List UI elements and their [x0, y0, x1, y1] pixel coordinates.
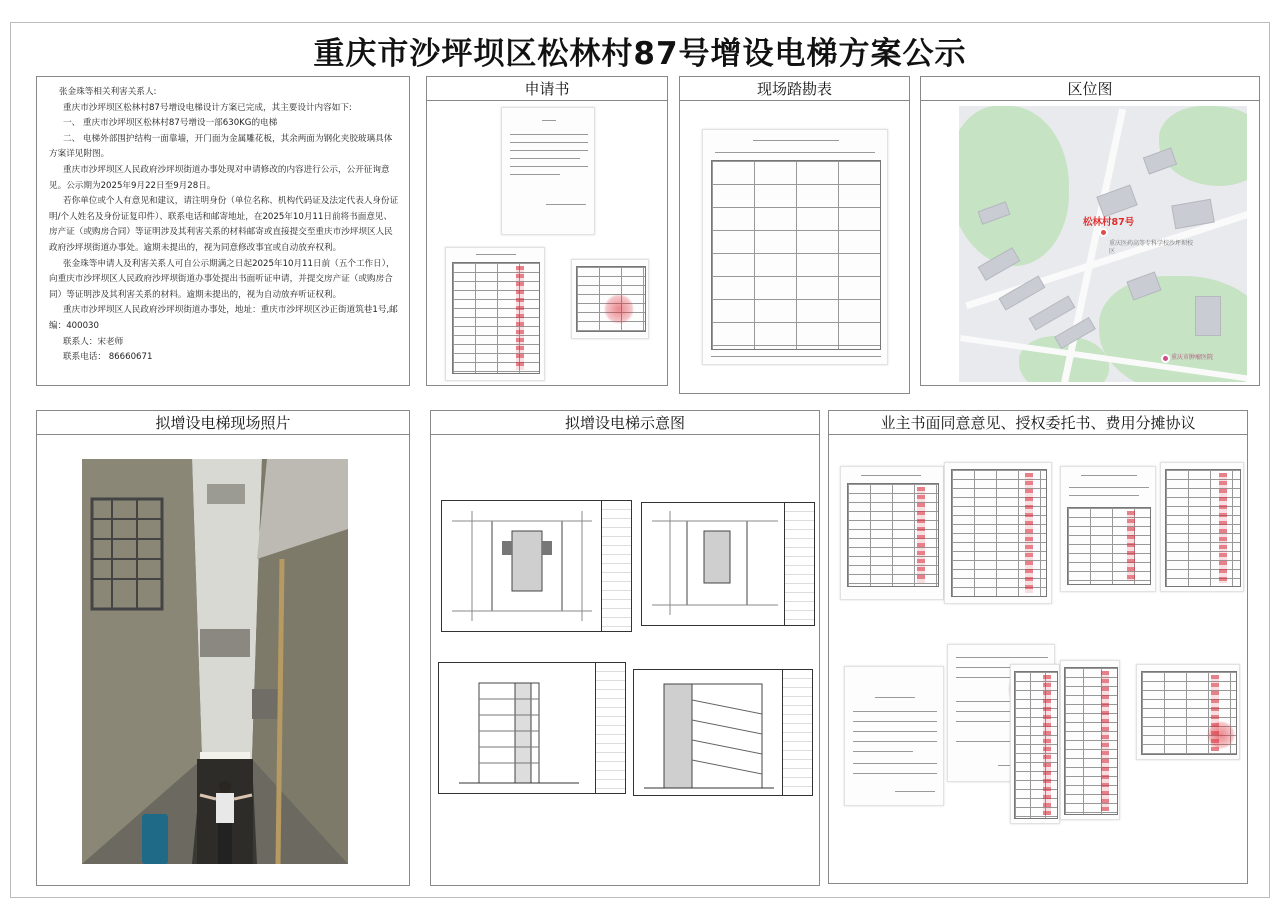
site-photo-panel-title: 拟增设电梯现场照片	[37, 411, 409, 435]
elevation-svg	[634, 670, 784, 796]
application-letter-image	[501, 107, 595, 235]
cost-sharing-table-image	[1136, 664, 1240, 760]
floor-plan-svg	[642, 503, 786, 626]
notice-paragraph: 重庆市沙坪坝区松林村87号增设电梯设计方案已完成，其主要设计内容如下:	[63, 102, 352, 113]
location-map	[959, 106, 1247, 382]
survey-panel-title: 现场踏勘表	[680, 77, 909, 101]
survey-form-image	[702, 129, 888, 365]
consent-doc-image	[944, 462, 1052, 604]
page-title: 重庆市沙坪坝区松林村87号增设电梯方案公示	[313, 36, 967, 72]
floor-plan-svg	[442, 501, 602, 632]
notice-paragraph: 重庆市沙坪坝区人民政府沙坪坝街道办事处现对申请修改的内容进行公示，公开征询意见。公示期为2025年9月22日至9月28日。	[49, 164, 390, 191]
floor-plan-drawing-1	[441, 500, 632, 632]
elevator-diagram-panel-title: 拟增设电梯示意图	[431, 411, 819, 435]
site-pin-icon	[1099, 228, 1108, 237]
cost-sharing-table-image	[1010, 664, 1060, 824]
map-poi-label: 重庆医药高等专科学校沙坪坝校区	[1109, 240, 1194, 255]
survey-panel	[679, 76, 910, 394]
elevation-svg	[439, 663, 597, 794]
notice-paragraph: 张金珠等申请人及利害关系人可自公示期满之日起2025年10月11日前（五个工作日），向重庆市沙坪坝区人民政府沙坪坝街道办事处提出书面听证申请，并提交房产证（或购房合同）等证明涉及其利害关系的材料。逾期未提出的，视为自动放弃听证权利。	[49, 258, 395, 300]
owner-consent-panel-title: 业主书面同意意见、授权委托书、费用分摊协议	[829, 411, 1247, 435]
site-photo-image	[82, 459, 348, 864]
notice-paragraph: 若你单位或个人有意见和建议，请注明身份（单位名称、机构代码证及法定代表人身份证明/个人姓名及身份证复印件）、联系电话和邮寄地址，在2025年10月11日前将书面意见、房产证（或购房合同）等证明涉及其利害关系的材料邮寄或直接提交至重庆市沙坪坝区人民政府沙坪坝街道办事处。逾期未提出的，视为同意修改事宜或自动放弃权利。	[49, 196, 399, 253]
floor-plan-drawing-2	[641, 502, 815, 626]
site-photo	[82, 459, 348, 864]
notice-paragraph: 联系电话： 86660671	[63, 352, 153, 363]
application-signature-table-image	[445, 247, 545, 381]
location-map-panel-title: 区位图	[921, 77, 1259, 101]
notice-paragraph: 联系人：宋老师	[63, 336, 124, 347]
elevation-drawing-1	[438, 662, 626, 794]
map-poi-label: 重庆市肿瘤医院	[1171, 354, 1214, 361]
notice-paragraph: 重庆市沙坪坝区人民政府沙坪坝街道办事处，地址：重庆市沙坪坝区沙正街道筑巷1号,邮编：400030	[49, 305, 398, 331]
notice-paragraph: 一、 重庆市沙坪坝区松林村87号增设一部630KG的电梯	[63, 118, 278, 129]
consent-doc-image	[1160, 462, 1244, 592]
application-panel-title: 申请书	[427, 77, 667, 101]
notice-text	[36, 76, 410, 386]
application-panel	[426, 76, 668, 386]
elevation-drawing-2	[633, 669, 813, 796]
notice-paragraph: 张金珠等相关利害关系人:	[59, 87, 157, 97]
hospital-pin-icon	[1161, 354, 1170, 363]
authorization-letter-image	[844, 666, 944, 806]
cost-sharing-table-image	[1060, 660, 1120, 820]
elevator-diagram-panel	[430, 410, 820, 886]
consent-doc-image	[840, 466, 944, 600]
consent-doc-image	[1060, 466, 1156, 592]
map-site-label: 松林村87号	[1083, 217, 1135, 228]
notice-paragraph: 二、 电梯外部围护结构一面靠墙，开门面为金属雕花板，其余两面为钢化夹胶玻璃具体方案详见附图。	[49, 133, 393, 160]
application-signature-table-image-2	[571, 259, 649, 339]
